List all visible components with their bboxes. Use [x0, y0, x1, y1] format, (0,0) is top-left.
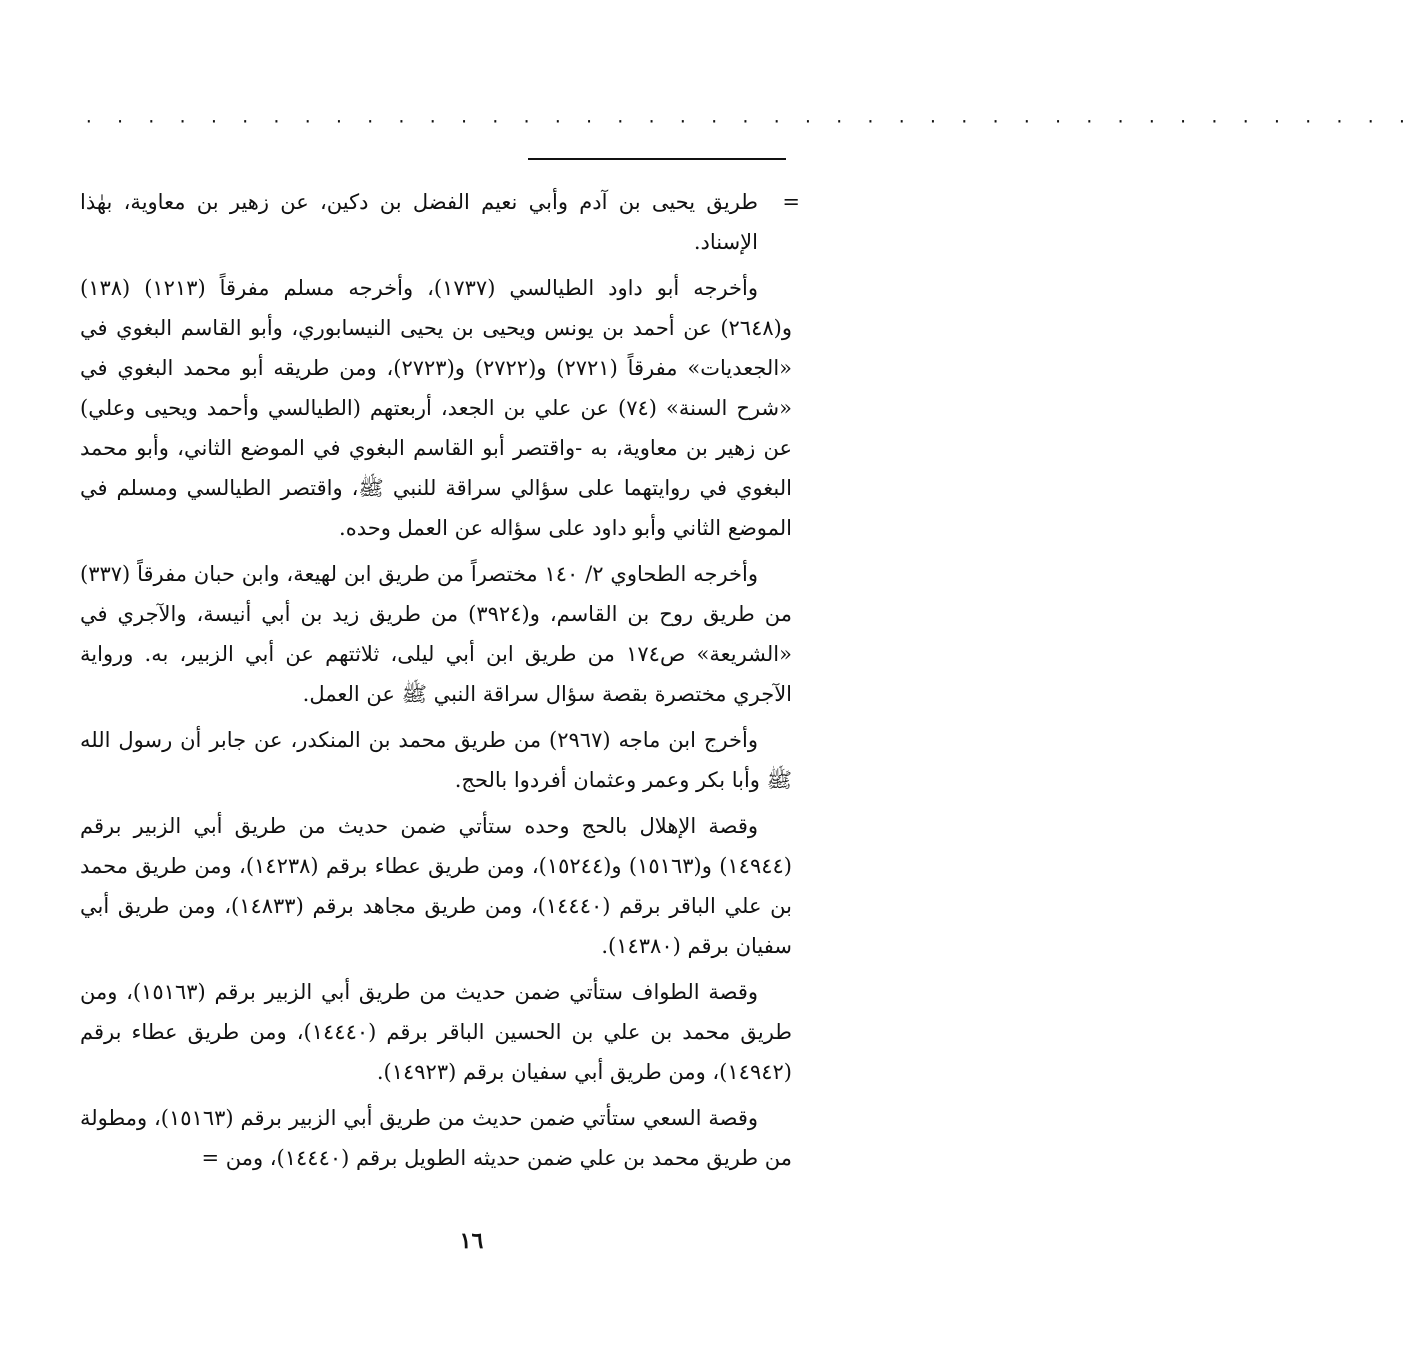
- footnote-paragraph-2: وأخرجه أبو داود الطيالسي (١٧٣٧)، وأخرجه مسلم مفرقاً (١٢١٣) (١٣٨) و(٢٦٤٨) عن أحمد بن يونس ويحيى بن يحيى النيسابوري، وأبو القاسم البغوي في «الجعديات» مفرقاً (٢٧٢١) و(٢٧٢٢) و(٢٧٢٣)، ومن طريقه أبو محمد البغوي في «شرح السنة» (٧٤) عن علي بن الجعد، أربعتهم (الطيالسي وأحمد ويحيى وعلي) عن زهير بن معاوية، به -واقتصر أبو القاسم البغوي في الموضع الثاني، وأبو محمد البغوي في روايتهما على سؤالي سراقة للنبي ﷺ، واقتصر الطيالسي ومسلم في الموضع الثاني وأبو داود على سؤاله عن العمل وحده.: [80, 276, 793, 540]
- footnote-separator-rule: [528, 158, 786, 160]
- footnote-paragraph-7: وقصة السعي ستأتي ضمن حديث من طريق أبي الزبير برقم (١٥١٦٣)، ومطولة من طريق محمد بن علي ضمن حديثه الطويل برقم (١٤٤٤٠)، ومن =: [80, 1106, 792, 1170]
- footnote-paragraph-3: وأخرجه الطحاوي ٢/ ١٤٠ مختصراً من طريق ابن لهيعة، وابن حبان مفرقاً (٣٣٧) من طريق روح بن القاسم، و(٣٩٢٤) من طريق زيد بن أبي أنيسة، والآجري في «الشريعة» ص١٧٤ من طريق ابن أبي ليلى، ثلاثتهم عن أبي الزبير، به. ورواية الآجري مختصرة بقصة سؤال سراقة النبي ﷺ عن العمل.: [80, 562, 792, 706]
- footnote-paragraph-1: [80, 182, 800, 262]
- page-number: ١٦: [459, 1228, 484, 1254]
- footnote-paragraph-5: وقصة الإهلال بالحج وحده ستأتي ضمن حديث من طريق أبي الزبير برقم (١٤٩٤٤) و(١٥١٦٣) و(١٥٢٤٤)، ومن طريق عطاء برقم (١٤٢٣٨)، ومن طريق محمد بن علي الباقر برقم (١٤٤٤٠)، ومن طريق مجاهد برقم (١٤٨٣٣)، ومن طريق أبي سفيان برقم (١٤٣٨٠).: [80, 814, 792, 958]
- header-dotted-line: · · · · · · · · · · · · · · · · · · · · · · · · · · · · · · · · · · · · · · · · · · ·: [84, 112, 1413, 131]
- footnote-text: [80, 182, 800, 1222]
- footnote-paragraph-4: وأخرج ابن ماجه (٢٩٦٧) من طريق محمد بن المنكدر، عن جابر أن رسول الله ﷺ وأبا بكر وعمر وعثمان أفردوا بالحج.: [80, 728, 792, 792]
- continuation-marker: =: [782, 190, 800, 214]
- footnote-paragraph-6: وقصة الطواف ستأتي ضمن حديث من طريق أبي الزبير برقم (١٥١٦٣)، ومن طريق محمد بن علي بن الحسين الباقر برقم (١٤٤٤٠)، ومن طريق عطاء برقم (١٤٩٤٢)، ومن طريق أبي سفيان برقم (١٤٩٢٣).: [80, 980, 792, 1084]
- footnote-paragraph-1-text: طريق يحيى بن آدم وأبي نعيم الفضل بن دكين، عن زهير بن معاوية، بهٰذا الإسناد.: [80, 190, 758, 254]
